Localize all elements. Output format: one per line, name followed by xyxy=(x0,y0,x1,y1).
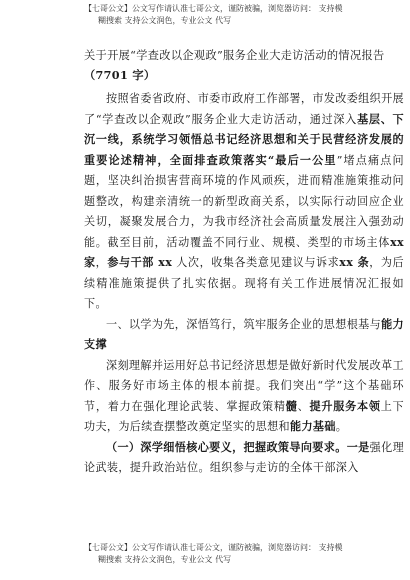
page-header xyxy=(84,3,343,27)
text-run: ， xyxy=(95,256,108,269)
footer-line-2: 糊搜索 支持公文润色，专业公文 代写 xyxy=(98,555,232,564)
text-run: 能力支撑 xyxy=(84,317,404,351)
text-run: 深刻理解并运用好总书记经济思想是做好新时代发展改革工作、服务好市场主体的根本前提。我们突出“学”这个基础环节，着力在强化理论武装、掌握政策精 xyxy=(84,358,404,413)
stat-suggestions: xx 条 xyxy=(339,256,370,269)
text-run: ”堵点痛点问题，坚决纠治损害营商环境的作风顽疾，进而精准施策推动问题整改，构建亲清统一的新型政商关系，以实际行动回应企业关切，凝聚发展合力，为我市经济社会高质量发展注入强劲动能。截至目前，活动覆盖不同行业、规模、类型的市场主体 xyxy=(84,153,404,249)
text-run: 基层、下沉一线，系统学习领悟总书记经济思想和关于民营经济发展的重要论述精神，全面排查政策落实“最后一公 xyxy=(84,112,404,167)
text-run: 。 xyxy=(335,420,348,433)
section-heading-1 xyxy=(84,315,404,356)
text-run: 髓 xyxy=(285,399,298,413)
text-run: 提升服务本领 xyxy=(309,399,381,413)
header-line-1: 【七哥公文】公文写作请认准七哥公文，谨防被骗，浏览器访问： 支持模 xyxy=(84,4,343,13)
footer-line-1: 【七哥公文】公文写作请认准七哥公文，谨防被骗，浏览器访问： 支持模 xyxy=(84,543,343,552)
title-text: 关于开展“学查改以企观政”服务企业大走访活动的情况报告 xyxy=(84,49,385,62)
text-run: 、 xyxy=(297,399,310,413)
text-run: 能力基础 xyxy=(290,420,336,433)
header-line-2: 糊搜索 支持公文润色，专业公文 代写 xyxy=(98,16,232,25)
text-run: 一、以学为先，深悟笃行，筑牢服务企业的思想根基与 xyxy=(106,317,382,331)
paragraph-intro xyxy=(84,89,404,315)
stat-enterprises: xx 家 xyxy=(84,235,404,269)
text-run: ，为后续精准施策提供了扎实依据。现将有关工作进展情况汇报如下。 xyxy=(84,256,404,310)
page-footer xyxy=(84,542,343,566)
text-run: 强化理论武装，提升政治站位。组织参与走访的全体干部深入 xyxy=(84,440,405,474)
stat-cadres: 参与干部 xx xyxy=(107,256,173,269)
subsection-heading: （一）深学细悟核心要义，把握政策导向要求。 xyxy=(106,440,347,454)
text-run: 按照省委省政府、市委市政府工作部署，市发改委组织开展了“学查改以企观政”服务企业大走访活动，通过深入 xyxy=(84,92,404,126)
document-body xyxy=(84,46,404,479)
text-run: 里 xyxy=(324,153,337,167)
paragraph-subsection-1 xyxy=(84,438,404,479)
text-run: 人次，收集各类意见建议与诉求 xyxy=(172,256,340,269)
word-count: （7701 字） xyxy=(84,67,156,82)
paragraph-study xyxy=(84,356,404,438)
text-run: 一是 xyxy=(346,440,370,454)
document-title xyxy=(84,46,404,85)
text-run: 上下功夫，为后续查摆整改奠定坚实的思想和 xyxy=(84,399,404,433)
